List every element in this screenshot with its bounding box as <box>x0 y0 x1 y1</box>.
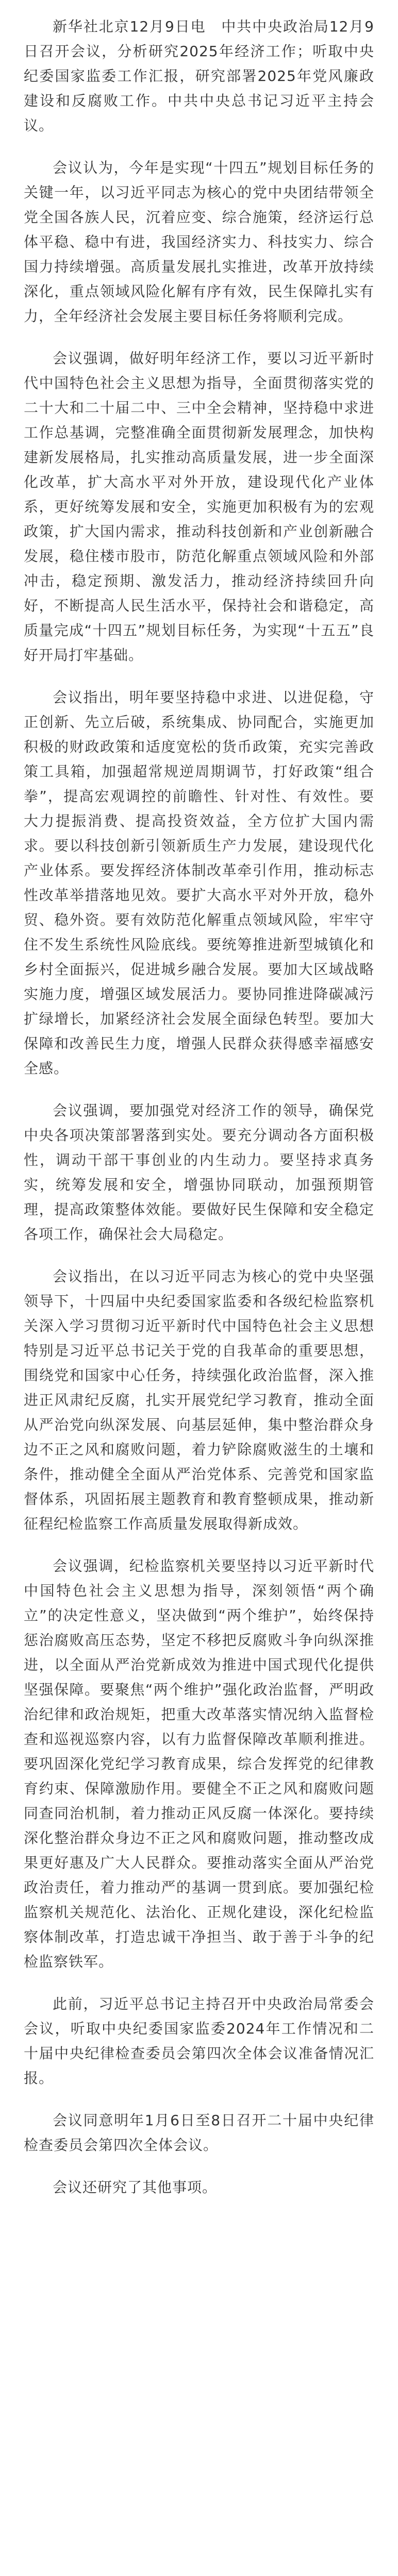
article-paragraph: 会议认为，今年是实现“十四五”规划目标任务的关键一年，以习近平同志为核心的党中央团结带领全党全国各族人民，沉着应变、综合施策，经济运行总体平稳、稳中有进，我国经济实力、科技实力、综合国力持续增强。高质量发展扎实推进，改革开放持续深化，重点领域风险化解有序有效，民生保障扎实有力，全年经济社会发展主要目标任务将顺利完成。 <box>24 159 374 325</box>
article-paragraph: 会议强调，要加强党对经济工作的领导，确保党中央各项决策部署落到实处。要充分调动各方面积极性，调动干部干事创业的内生动力。要坚持求真务实，统筹发展和安全，增强协同联动，加强预期管理，提高政策整体效能。要做好民生保障和安全稳定各项工作，确保社会大局稳定。 <box>24 1102 374 1243</box>
article-paragraph: 会议强调，纪检监察机关要坚持以习近平新时代中国特色社会主义思想为指导，深刻领悟“两个确立”的决定性意义，坚决做到“两个维护”，始终保持惩治腐败高压态势，坚定不移把反腐败斗争向纵深推进，以全面从严治党新成效为推进中国式现代化提供坚强保障。要聚焦“两个维护”强化政治监督，严明政治纪律和政治规矩，把重大改革落实情况纳入监督检查和巡视巡察内容，以有力监督保障改革顺利推进。要巩固深化党纪学习教育成果，综合发挥党的纪律教育约束、保障激励作用。要健全不正之风和腐败问题同查同治机制，着力推动正风反腐一体深化。要持续深化整治群众身边不正之风和腐败问题，推动整改成果更好惠及广大人民群众。要推动落实全面从严治党政治责任，着力推动严的基调一贯到底。要加强纪检监察机关规范化、法治化、正规化建设，深化纪检监察体制改革，打造忠诚干净担当、敢于善于斗争的纪检监察铁军。 <box>24 1557 374 1970</box>
article-paragraph: 会议指出，明年要坚持稳中求进、以进促稳，守正创新、先立后破，系统集成、协同配合，实施更加积极的财政政策和适度宽松的货币政策，充实完善政策工具箱，加强超常规逆周期调节，打好政策“组合拳”，提高宏观调控的前瞻性、针对性、有效性。要大力提振消费、提高投资效益，全方位扩大国内需求。要以科技创新引领新质生产力发展，建设现代化产业体系。要发挥经济体制改革牵引作用，推动标志性改革举措落地见效。要扩大高水平对外开放，稳外贸、稳外资。要有效防范化解重点领域风险，牢牢守住不发生系统性风险底线。要统筹推进新型城镇化和乡村全面振兴，促进城乡融合发展。要加大区域战略实施力度，增强区域发展活力。要协同推进降碳减污扩绿增长，加紧经济社会发展全面绿色转型。要加大保障和改善民生力度，增强人民群众获得感幸福感安全感。 <box>24 689 374 1077</box>
article-lead-paragraph: 新华社北京12月9日电 中共中央政治局12月9日召开会议，分析研究2025年经济工作；听取中央纪委国家监委工作汇报，研究部署2025年党风廉政建设和反腐败工作。中共中央总书记习近平主持会议。 <box>24 18 374 134</box>
article-paragraph: 此前，习近平总书记主持召开中央政治局常委会会议，听取中央纪委国家监委2024年工作情况和二十届中央纪律检查委员会第四次全体会议准备情况汇报。 <box>24 1995 374 2087</box>
article-closing-paragraph: 会议还研究了其他事项。 <box>53 2179 218 2196</box>
article-paragraph: 会议指出，在以习近平同志为核心的党中央坚强领导下，十四届中央纪委国家监委和各级纪检监察机关深入学习贯彻习近平新时代中国特色社会主义思想特别是习近平总书记关于党的自我革命的重要思想，围绕党和国家中心任务，持续强化政治监督，深入推进正风肃纪反腐，扎实开展党纪学习教育，推动全面从严治党向纵深发展、向基层延伸，集中整治群众身边不正之风和腐败问题，着力铲除腐败滋生的土壤和条件，推动健全全面从严治党体系、完善党和国家监督体系，巩固拓展主题教育和教育整顿成果，推动新征程纪检监察工作高质量发展取得新成效。 <box>24 1268 374 1532</box>
article-paragraph: 会议同意明年1月6日至8日召开二十届中央纪律检查委员会第四次全体会议。 <box>24 2112 374 2154</box>
article-paragraph: 会议强调，做好明年经济工作，要以习近平新时代中国特色社会主义思想为指导，全面贯彻落实党的二十大和二十届二中、三中全会精神，坚持稳中求进工作总基调，完整准确全面贯彻新发展理念，加快构建新发展格局，扎实推动高质量发展，进一步全面深化改革，扩大高水平对外开放，建设现代化产业体系，更好统筹发展和安全，实施更加积极有为的宏观政策，扩大国内需求，推动科技创新和产业创新融合发展，稳住楼市股市，防范化解重点领域风险和外部冲击，稳定预期、激发活力，推动经济持续回升向好，不断提高人民生活水平，保持社会和谐稳定，高质量完成“十四五”规划目标任务，为实现“十五五”良好开局打牢基础。 <box>24 350 374 664</box>
